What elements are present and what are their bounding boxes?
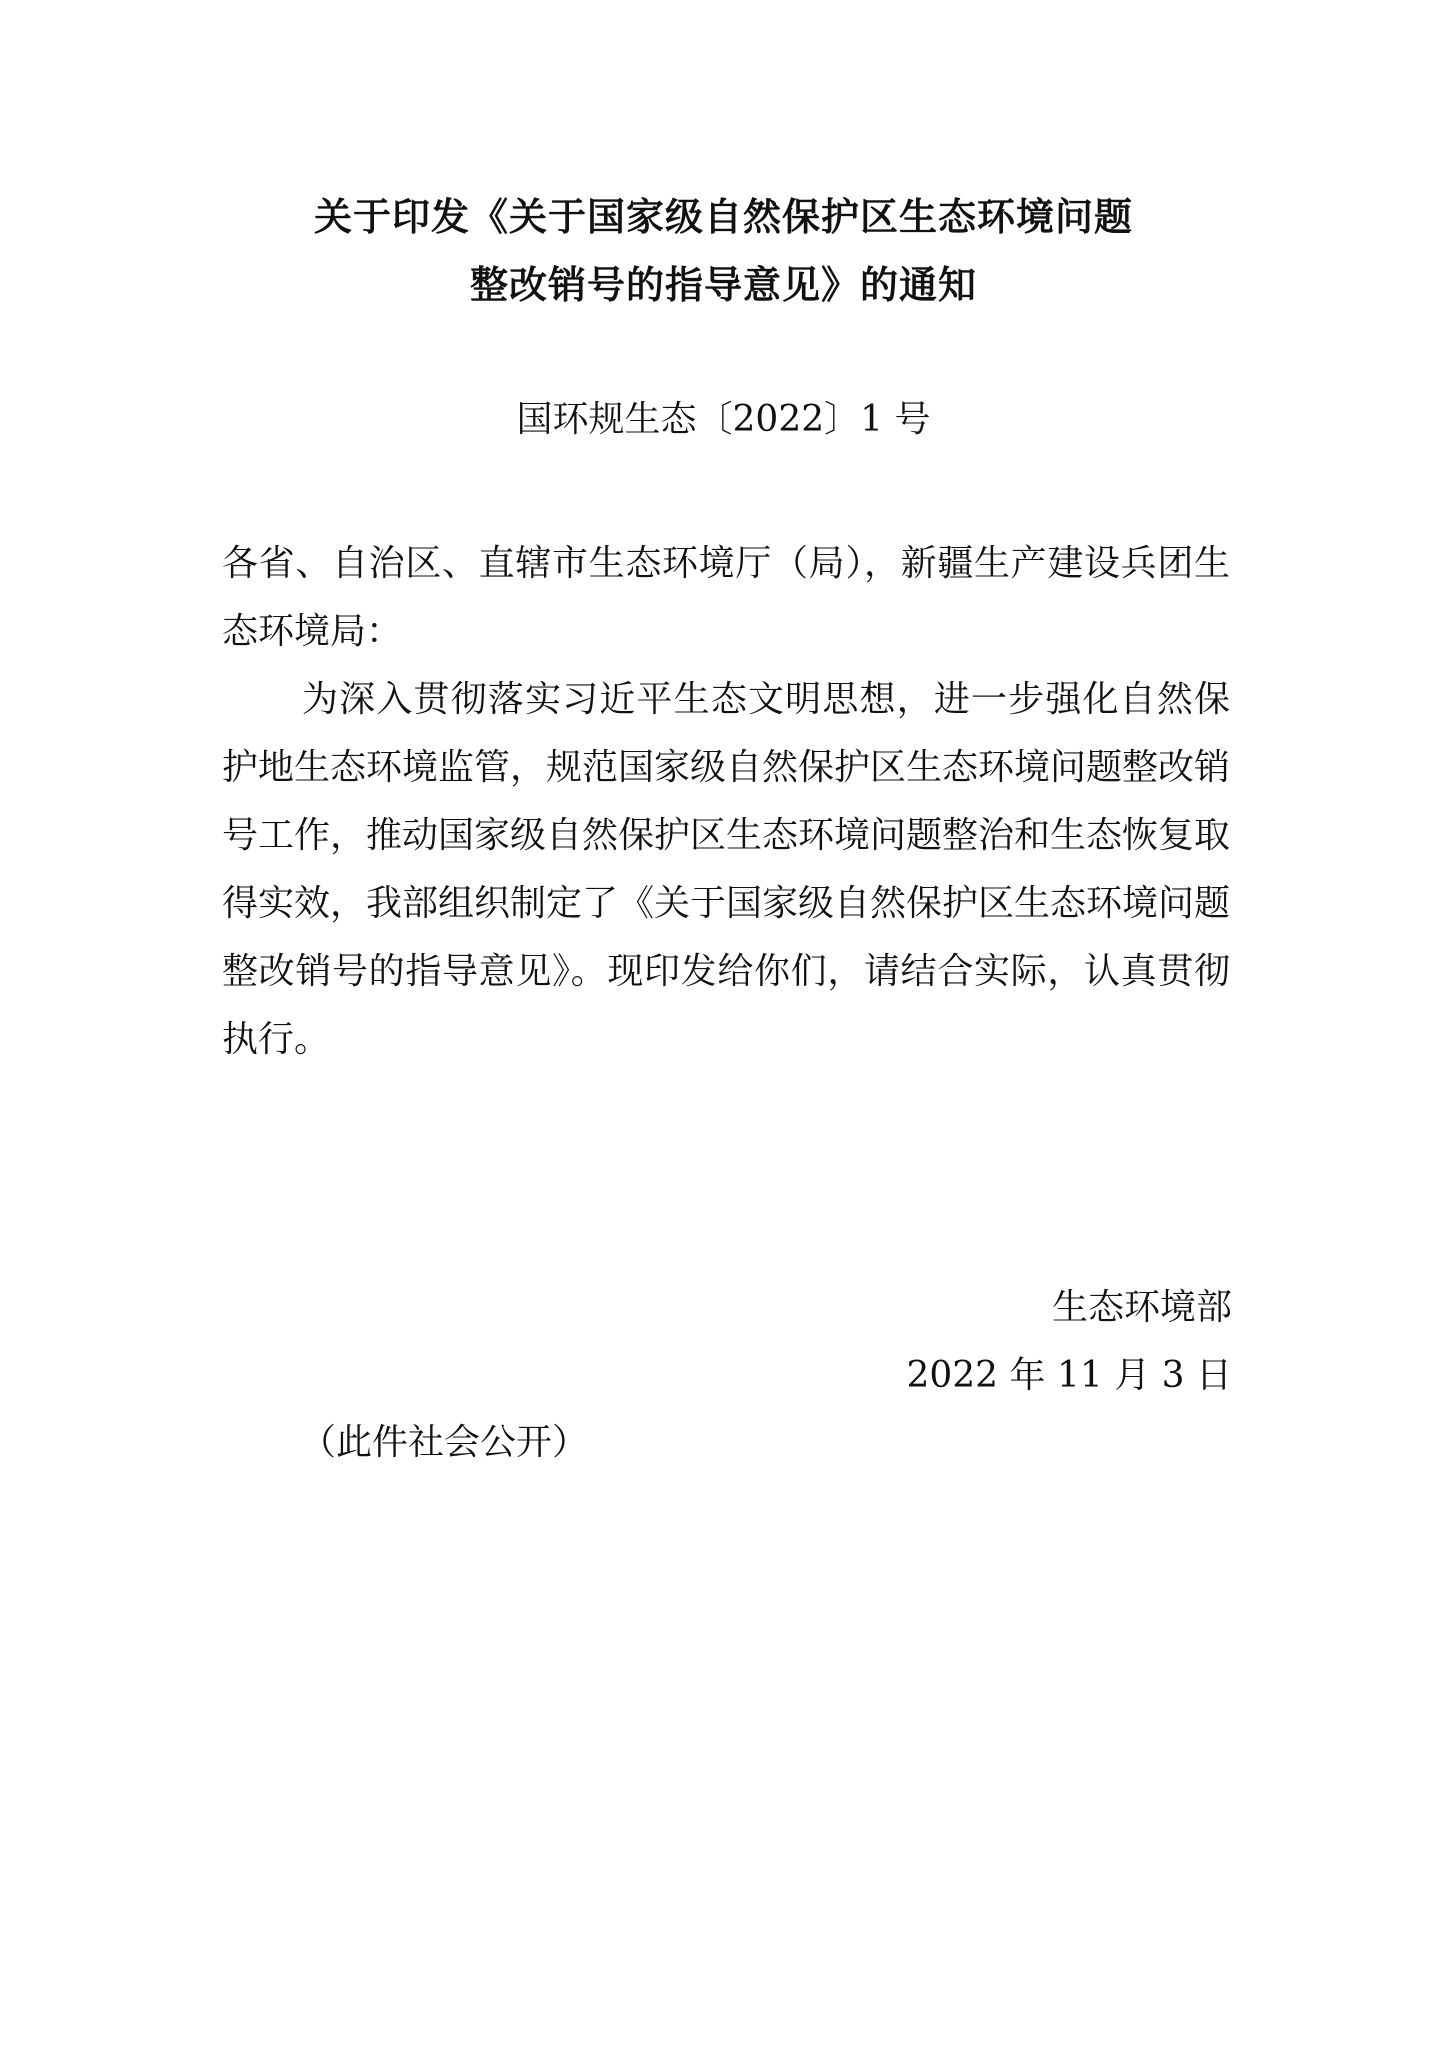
body-paragraph: 为深入贯彻落实习近平生态文明思想，进一步强化自然保护地生态环境监管，规范国家级自然保护区生态环境问题整改销号工作，推动国家级自然保护区生态环境问题整治和生态恢复取得实效，我部组织制定了《关于国家级自然保护区生态环境问题整改销号的指导意见》。现印发给你们，请结合实际，认真贯彻执行。 <box>222 679 1231 1060</box>
salutation: 各省、自治区、直辖市生态环境厅（局），新疆生产建设兵团生态环境局： <box>222 543 1230 652</box>
document-title-line-2: 整改销号的指导意见》的通知 <box>469 263 977 307</box>
signature-organization: 生态环境部 <box>1051 1287 1232 1328</box>
document-number: 国环规生态〔2022〕1 号 <box>516 399 931 440</box>
signature-date: 2022 年 11 月 3 日 <box>906 1355 1232 1396</box>
disclosure-note: （此件社会公开） <box>300 1422 589 1463</box>
document-title-line-1: 关于印发《关于国家级自然保护区生态环境问题 <box>313 195 1133 239</box>
